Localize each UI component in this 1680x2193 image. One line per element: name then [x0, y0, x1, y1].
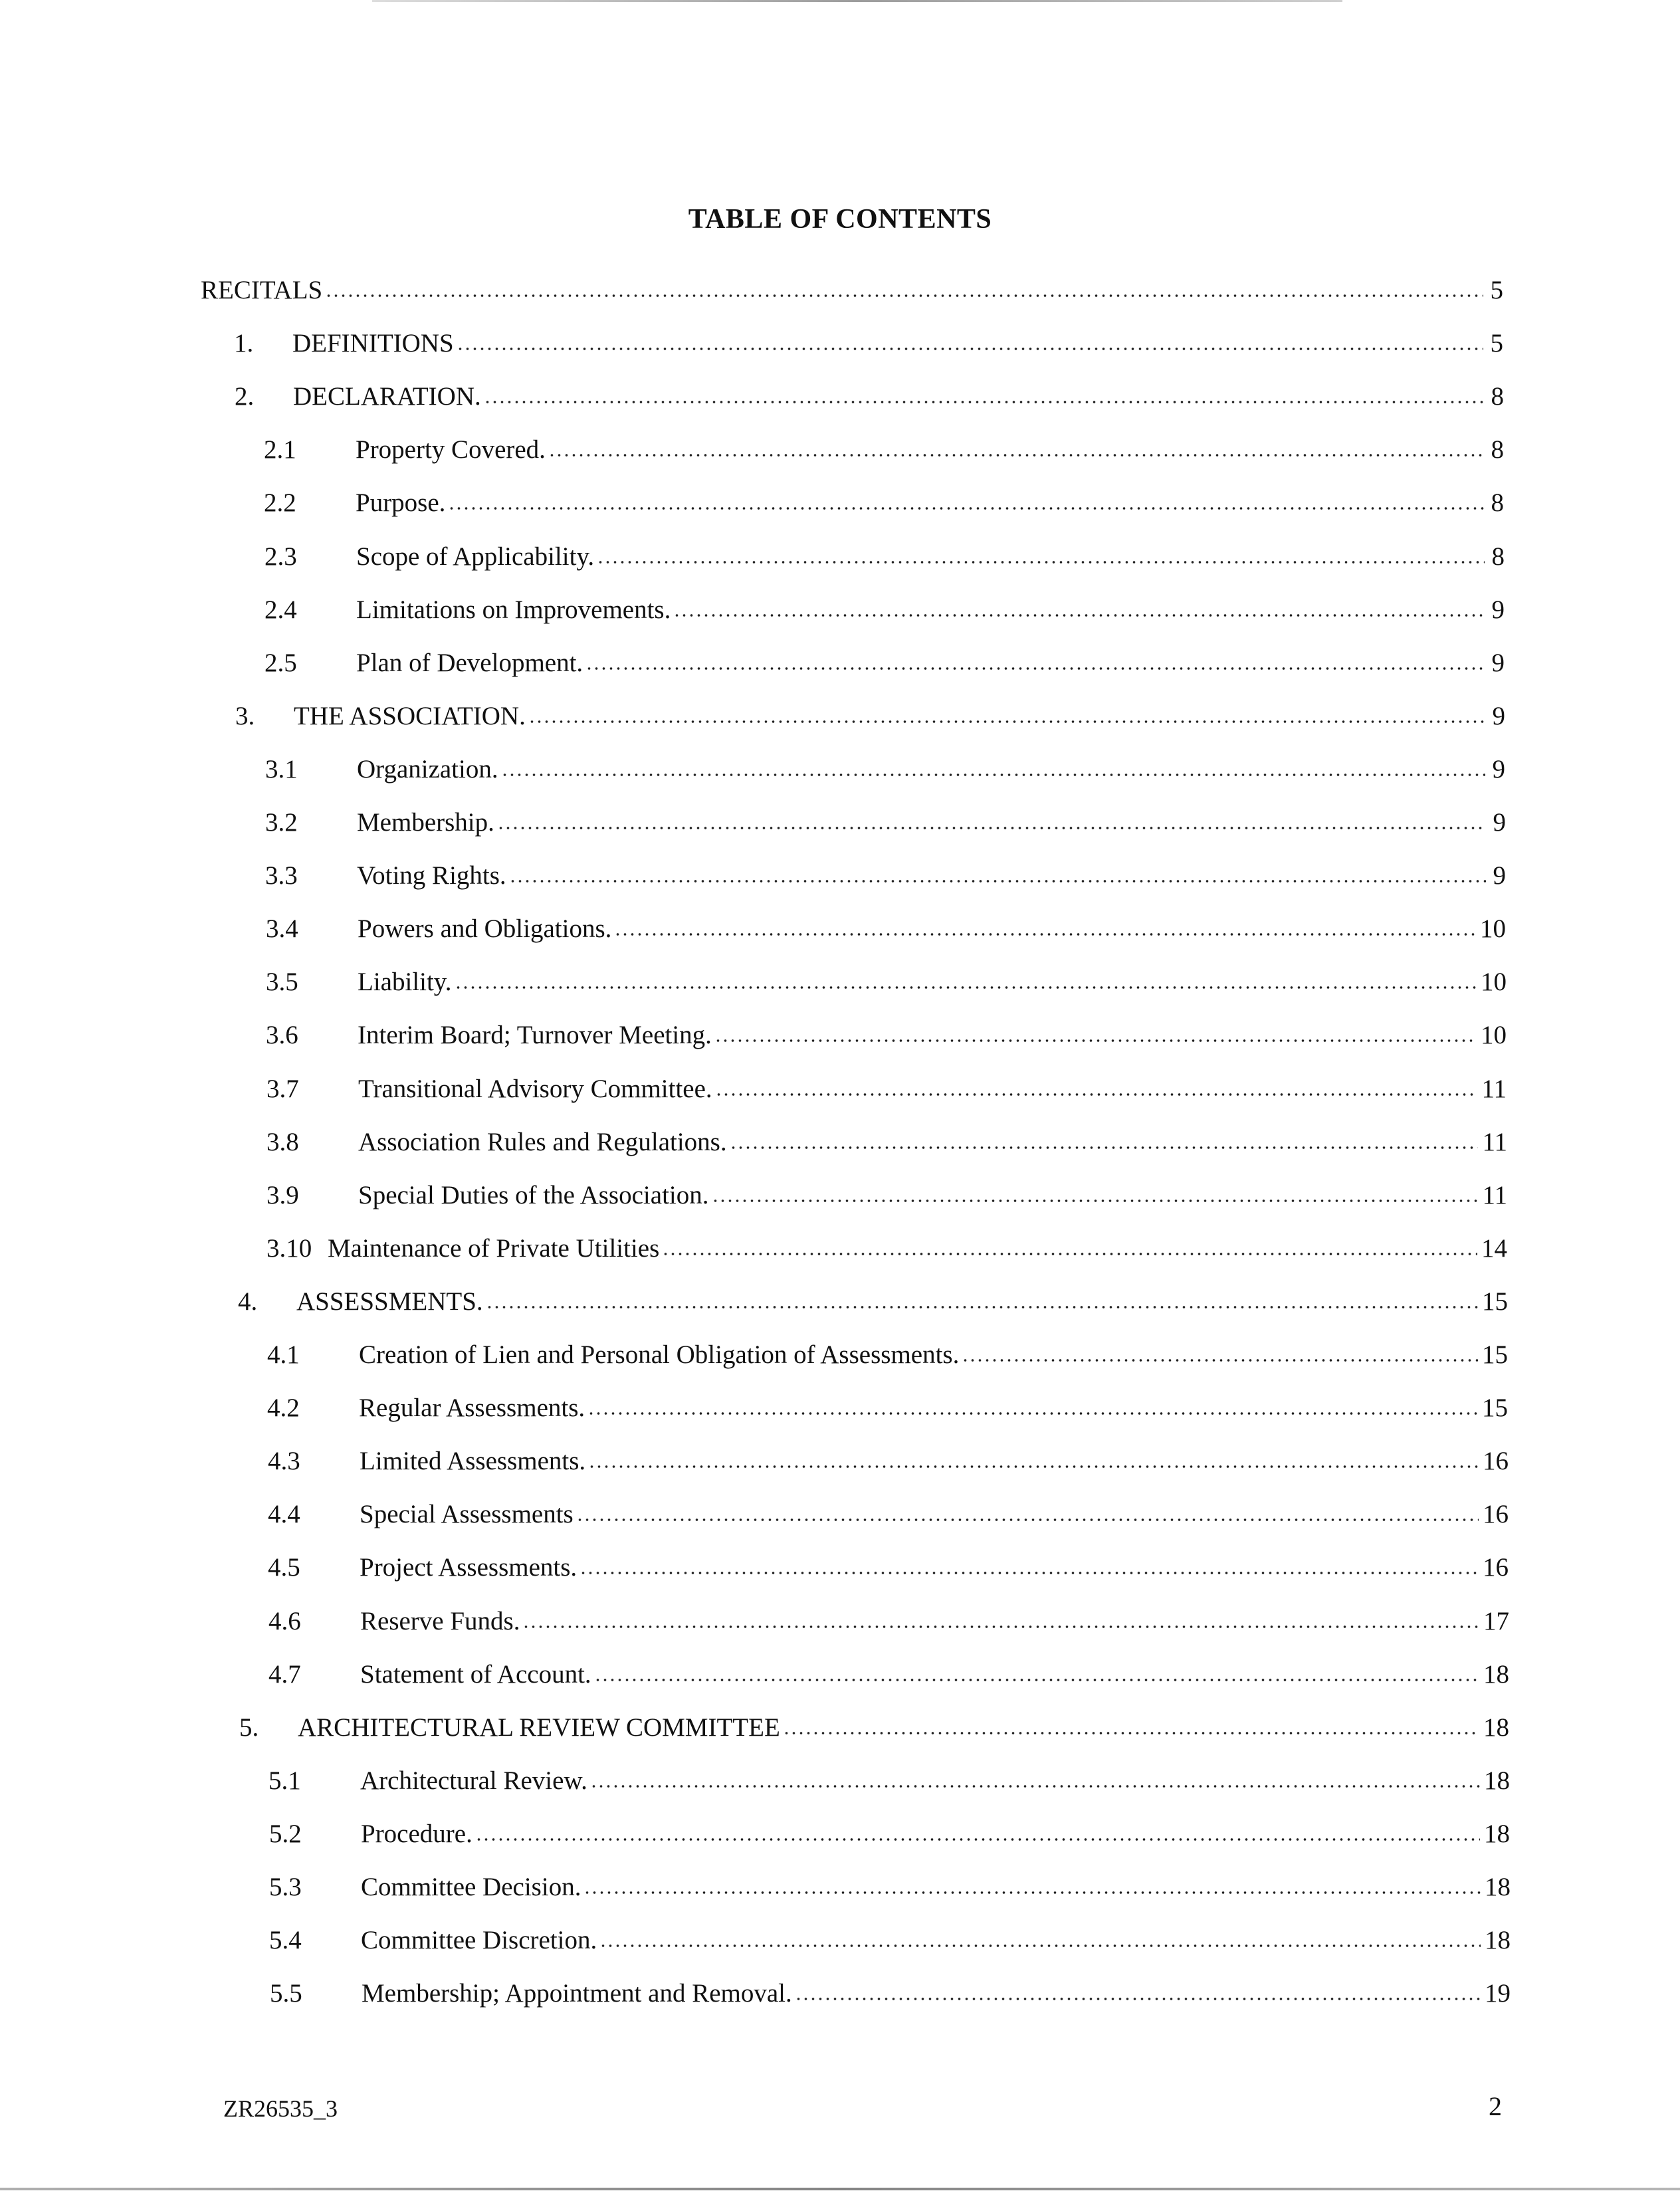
- toc-dot-leader: [783, 1730, 1479, 1736]
- toc-entry-label: Interim Board; Turnover Meeting.: [358, 1021, 712, 1050]
- toc-entry-number: 3.: [235, 701, 255, 730]
- toc-entry-number: 3.5: [266, 968, 298, 997]
- toc-entry-number: 4.4: [268, 1500, 300, 1529]
- toc-entry-label: Association Rules and Regulations.: [358, 1127, 727, 1156]
- toc-entry[interactable]: [268, 1764, 1510, 1798]
- toc-dot-leader: [614, 932, 1476, 937]
- toc-entry-page: 9: [1493, 861, 1506, 890]
- toc-entry-page: 16: [1483, 1447, 1509, 1476]
- toc-entry[interactable]: [266, 966, 1507, 999]
- toc-entry[interactable]: [239, 1711, 1509, 1744]
- toc-dot-leader: [715, 1092, 1478, 1097]
- toc-entry-page: 9: [1491, 648, 1505, 677]
- toc-dot-leader: [484, 399, 1484, 405]
- toc-entry-number: 5.2: [269, 1819, 302, 1848]
- toc-entry[interactable]: [270, 1977, 1511, 2010]
- toc-entry[interactable]: [266, 1073, 1507, 1106]
- toc-entry[interactable]: [266, 1126, 1507, 1159]
- toc-entry-number: 5.4: [269, 1926, 302, 1955]
- toc-entry-page: 8: [1491, 382, 1504, 411]
- toc-entry[interactable]: [266, 912, 1506, 946]
- toc-dot-leader: [522, 1624, 1479, 1629]
- toc-entry[interactable]: [264, 486, 1504, 520]
- toc-dot-leader: [795, 1996, 1481, 2002]
- toc-entry-page: 10: [1481, 968, 1507, 997]
- toc-entry-page: 10: [1480, 914, 1506, 944]
- toc-entry-page: 18: [1485, 1873, 1511, 1901]
- toc-entry-label: Plan of Development.: [356, 648, 583, 677]
- toc-entry-page: 8: [1491, 488, 1504, 518]
- toc-entry[interactable]: [269, 1924, 1511, 1957]
- toc-entry-number: 4.: [238, 1287, 258, 1316]
- toc-entry-number: 2.: [235, 382, 255, 411]
- toc-entry-number: 3.10: [266, 1233, 312, 1263]
- toc-entry-label: Architectural Review.: [360, 1766, 587, 1795]
- toc-dot-leader: [325, 293, 1483, 298]
- toc-entry-label: THE ASSOCIATION.: [294, 701, 526, 730]
- toc-dot-leader: [497, 825, 1486, 831]
- toc-entry-label: Limitations on Improvements.: [356, 595, 671, 624]
- toc-dot-leader: [585, 666, 1485, 671]
- toc-entry-label: Reserve Funds.: [360, 1606, 520, 1635]
- toc-entry[interactable]: [267, 1392, 1508, 1425]
- toc-dot-leader: [528, 719, 1485, 724]
- toc-dot-leader: [673, 613, 1485, 618]
- toc-entry[interactable]: [268, 1445, 1509, 1478]
- toc-entry-label: DEFINITIONS: [292, 329, 454, 358]
- toc-entry-number: 5.3: [269, 1873, 302, 1901]
- toc-entry-label: Committee Discretion.: [361, 1926, 597, 1955]
- toc-dot-leader: [455, 985, 1477, 990]
- document-id: ZR26535_3: [223, 2095, 338, 2122]
- toc-dot-leader: [714, 1038, 1477, 1043]
- toc-entry-page: 11: [1481, 1074, 1507, 1103]
- toc-entry-number: 3.4: [266, 914, 298, 944]
- toc-entry[interactable]: [267, 1338, 1508, 1372]
- page-number: 2: [1489, 2091, 1502, 2121]
- toc-dot-leader: [509, 879, 1486, 884]
- toc-entry-label: Special Assessments: [360, 1500, 574, 1529]
- toc-entry[interactable]: [201, 274, 1503, 307]
- toc-entry-page: 18: [1485, 1926, 1511, 1955]
- toc-entry-label: RECITALS: [201, 276, 323, 304]
- toc-entry-label: Special Duties of the Association.: [358, 1180, 709, 1209]
- toc-entry-number: 4.1: [267, 1340, 300, 1369]
- toc-entry-number: 2.1: [264, 435, 296, 465]
- toc-entry-label: Property Covered.: [356, 435, 546, 465]
- toc-dot-leader: [579, 1570, 1479, 1576]
- toc-dot-leader: [594, 1677, 1479, 1683]
- toc-dot-leader: [501, 772, 1485, 778]
- toc-entry-page: 15: [1482, 1394, 1508, 1423]
- toc-entry[interactable]: [268, 1498, 1509, 1531]
- toc-entry-page: 19: [1485, 1979, 1511, 2008]
- toc-entry-label: Membership; Appointment and Removal.: [362, 1979, 792, 2008]
- toc-entry-page: 9: [1492, 701, 1505, 730]
- toc-entry-label: Transitional Advisory Committee.: [358, 1074, 712, 1103]
- toc-entry-number: 3.8: [266, 1127, 299, 1156]
- toc-entry-number: 4.3: [268, 1447, 300, 1476]
- toc-entry[interactable]: [265, 859, 1506, 892]
- toc-entry[interactable]: [266, 1019, 1507, 1052]
- toc-entry-label: Membership.: [357, 808, 494, 837]
- toc-entry-page: 8: [1491, 542, 1505, 571]
- toc-entry-page: 10: [1481, 1021, 1507, 1050]
- toc-entry[interactable]: [264, 433, 1504, 467]
- toc-entry[interactable]: [264, 593, 1505, 627]
- toc-entry-page: 16: [1483, 1500, 1509, 1529]
- toc-dot-leader: [587, 1411, 1478, 1416]
- toc-entry-label: Limited Assessments.: [360, 1447, 586, 1476]
- toc-dot-leader: [730, 1145, 1479, 1150]
- toc-dot-leader: [448, 506, 1484, 511]
- toc-entry-number: 3.2: [265, 808, 298, 837]
- toc-entry-page: 9: [1493, 808, 1506, 837]
- toc-entry[interactable]: [265, 753, 1505, 786]
- toc-entry[interactable]: [235, 380, 1504, 413]
- toc-entry[interactable]: [235, 700, 1505, 733]
- toc-entry-page: 9: [1492, 754, 1505, 783]
- toc-entry-number: 3.1: [265, 754, 298, 783]
- toc-dot-leader: [486, 1305, 1478, 1310]
- toc-dot-leader: [597, 560, 1485, 565]
- toc-entry-number: 5.5: [270, 1979, 302, 2008]
- toc-entry-page: 5: [1490, 276, 1503, 304]
- toc-entry-number: 5.: [239, 1713, 259, 1742]
- toc-entry-page: 15: [1482, 1340, 1508, 1369]
- toc-entry-label: Voting Rights.: [357, 861, 506, 890]
- toc-entry-number: 2.5: [264, 648, 297, 677]
- toc-dot-leader: [662, 1251, 1477, 1257]
- toc-entry[interactable]: [269, 1818, 1510, 1851]
- toc-dot-leader: [583, 1890, 1481, 1895]
- toc-entry-label: Regular Assessments.: [359, 1394, 585, 1423]
- toc-entry[interactable]: [268, 1605, 1509, 1638]
- toc-entry-page: 18: [1484, 1766, 1510, 1795]
- toc-entry[interactable]: [265, 806, 1506, 839]
- toc-entry-number: 5.1: [268, 1766, 301, 1795]
- toc-dot-leader: [588, 1464, 1479, 1469]
- toc-entry-label: ASSESSMENTS.: [296, 1287, 483, 1316]
- toc-entry-label: Maintenance of Private Utilities: [328, 1233, 660, 1263]
- toc-entry-number: 3.9: [266, 1180, 299, 1209]
- toc-entry-label: Powers and Obligations.: [358, 914, 612, 944]
- scan-edge-bottom: [0, 2188, 1680, 2190]
- toc-entry-number: 2.4: [264, 595, 297, 624]
- toc-entry-label: Procedure.: [361, 1819, 472, 1848]
- toc-entry-label: Project Assessments.: [360, 1553, 578, 1582]
- toc-entry-page: 18: [1483, 1713, 1509, 1742]
- toc-entry-label: Liability.: [358, 968, 452, 997]
- toc-entry[interactable]: [269, 1871, 1511, 1904]
- toc-entry[interactable]: [264, 540, 1505, 574]
- toc-entry-page: 16: [1483, 1553, 1509, 1582]
- toc-entry-page: 11: [1482, 1127, 1507, 1156]
- toc-dot-leader: [590, 1784, 1480, 1789]
- toc-dot-leader: [962, 1358, 1478, 1363]
- toc-entry[interactable]: [238, 1285, 1508, 1318]
- toc-entry-page: 17: [1483, 1606, 1509, 1635]
- toc-dot-leader: [599, 1943, 1481, 1948]
- toc-entry-number: 3.3: [265, 861, 298, 890]
- toc-entry[interactable]: [234, 327, 1503, 360]
- toc-entry-number: 4.5: [268, 1553, 300, 1582]
- toc-entry-page: 14: [1481, 1233, 1507, 1263]
- toc-entry-label: Purpose.: [356, 488, 446, 518]
- toc-entry-number: 4.2: [267, 1394, 300, 1423]
- toc-entry-page: 5: [1490, 329, 1503, 358]
- toc-entry-label: Scope of Applicability.: [356, 542, 595, 571]
- toc-dot-leader: [548, 453, 1484, 458]
- toc-entry-number: 2.3: [264, 542, 297, 571]
- toc-entry-label: Organization.: [357, 754, 498, 783]
- toc-entry-label: Creation of Lien and Personal Obligation of Assessments.: [359, 1340, 960, 1369]
- toc-entry[interactable]: [266, 1232, 1507, 1265]
- toc-entry-number: 4.6: [268, 1606, 301, 1635]
- toc-entry-label: Statement of Account.: [360, 1659, 591, 1689]
- toc-entry-page: 11: [1482, 1180, 1507, 1209]
- toc-entry-page: 18: [1484, 1819, 1510, 1848]
- toc-dot-leader: [475, 1837, 1480, 1842]
- toc-entry-number: 4.7: [268, 1659, 301, 1689]
- toc-entry[interactable]: [266, 1179, 1507, 1212]
- toc-entry-number: 3.6: [266, 1021, 298, 1050]
- toc-dot-leader: [457, 346, 1483, 352]
- toc-entry-page: 18: [1483, 1659, 1509, 1689]
- toc-entry[interactable]: [264, 647, 1505, 680]
- toc-dot-leader: [712, 1198, 1479, 1203]
- toc-entry-number: 2.2: [264, 488, 296, 518]
- page-title: TABLE OF CONTENTS: [688, 204, 992, 235]
- toc-entry-page: 8: [1491, 435, 1504, 465]
- toc-entry-page: 15: [1482, 1287, 1508, 1316]
- toc-entry[interactable]: [268, 1551, 1509, 1584]
- toc-entry-page: 9: [1491, 595, 1505, 624]
- toc-entry-number: 3.7: [266, 1074, 299, 1103]
- toc-entry-label: DECLARATION.: [293, 382, 481, 411]
- toc-entry-label: Committee Decision.: [361, 1873, 581, 1901]
- toc-entry-label: ARCHITECTURAL REVIEW COMMITTEE: [298, 1713, 780, 1742]
- toc-entry[interactable]: [268, 1658, 1509, 1691]
- toc-entry-number: 1.: [234, 329, 254, 358]
- toc-dot-leader: [576, 1517, 1479, 1522]
